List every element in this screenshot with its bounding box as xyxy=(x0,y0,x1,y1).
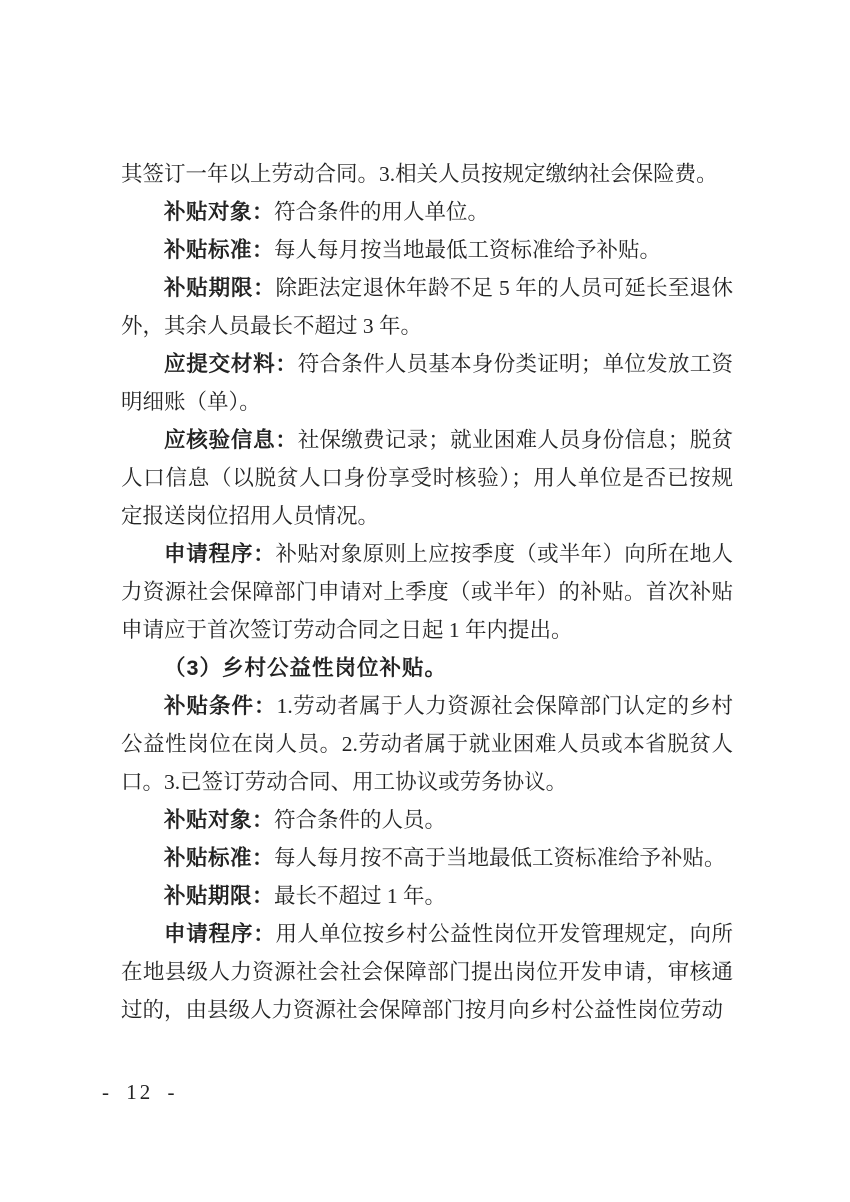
paragraph xyxy=(121,193,733,231)
paragraph-text: 符合条件的用人单位。 xyxy=(274,200,490,224)
paragraph xyxy=(121,915,733,1029)
paragraph-label: 补贴条件： xyxy=(164,694,277,718)
paragraph-text: 其签订一年以上劳动合同。3.相关人员按规定缴纳社会保险费。 xyxy=(121,162,718,186)
paragraph-label: 应提交材料： xyxy=(164,352,298,376)
paragraph xyxy=(121,839,733,877)
paragraph-label: 补贴期限： xyxy=(164,276,276,300)
paragraph-text: 社保缴费记录；就业困难人员身份信息；脱贫人口信息（以脱贫人口身份享受时核验）；用人单位是否已按规定报送岗位招用人员情况。 xyxy=(121,428,733,528)
paragraph-text: 每人每月按不高于当地最低工资标准给予补贴。 xyxy=(274,846,726,870)
paragraph-label: 补贴对象： xyxy=(164,200,275,224)
paragraph xyxy=(121,649,733,687)
paragraph-text: 符合条件的人员。 xyxy=(274,808,447,832)
paragraph-text: 用人单位按乡村公益性岗位开发管理规定，向所在地县级人力资源社会社会保障部门提出岗位开发申请，审核通过的，由县级人力资源社会保障部门按月向乡村公益性岗位劳动 xyxy=(121,922,733,1022)
paragraph-label: 申请程序： xyxy=(164,542,276,566)
paragraph-label: 补贴标准： xyxy=(164,238,275,262)
paragraph xyxy=(121,687,733,801)
paragraph-text: 符合条件人员基本身份类证明；单位发放工资明细账（单）。 xyxy=(121,352,733,414)
paragraph-text: 补贴对象原则上应按季度（或半年）向所在地人力资源社会保障部门申请对上季度（或半年）的补贴。首次补贴申请应于首次签订劳动合同之日起 1 年内提出。 xyxy=(121,542,733,642)
paragraph xyxy=(121,877,733,915)
paragraph xyxy=(121,345,733,421)
paragraph-text: 最长不超过 1 年。 xyxy=(274,884,447,908)
paragraph-text: 除距法定退休年龄不足 5 年的人员可延长至退休外，其余人员最长不超过 3 年。 xyxy=(121,276,733,338)
footer-page-number: - 12 - xyxy=(102,1080,178,1104)
paragraph-label: （3）乡村公益性岗位补贴。 xyxy=(164,656,447,680)
paragraph xyxy=(121,535,733,649)
paragraph-label: 应核验信息： xyxy=(164,428,298,452)
paragraph-text: 每人每月按当地最低工资标准给予补贴。 xyxy=(274,238,662,262)
paragraph xyxy=(121,269,733,345)
paragraph-label: 申请程序： xyxy=(164,922,276,946)
paragraph-label: 补贴对象： xyxy=(164,808,275,832)
paragraph xyxy=(121,801,733,839)
paragraph xyxy=(121,421,733,535)
paragraph xyxy=(121,155,733,193)
paragraph-label: 补贴期限： xyxy=(164,884,275,908)
document-body xyxy=(121,155,733,1029)
paragraph-label: 补贴标准： xyxy=(164,846,275,870)
paragraph xyxy=(121,231,733,269)
paragraph-text: 1.劳动者属于人力资源社会保障部门认定的乡村公益性岗位在岗人员。2.劳动者属于就业困难人员或本省脱贫人口。3.已签订劳动合同、用工协议或劳务协议。 xyxy=(121,694,733,794)
